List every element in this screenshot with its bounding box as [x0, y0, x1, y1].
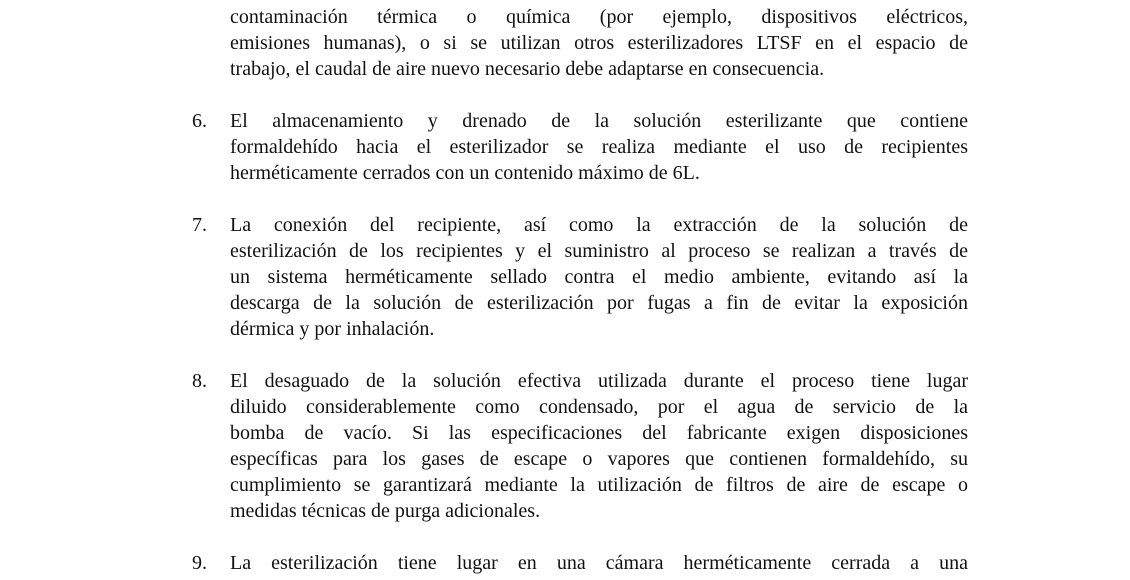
paragraph-line: un sistema herméticamente sellado contra el medio ambiente, evitando así la [230, 266, 968, 288]
paragraph-line: La conexión del recipiente, así como la extracción de la solución de [230, 214, 968, 236]
paragraph-line: dérmica y por inhalación. [230, 318, 435, 340]
list-number: 6. [192, 110, 207, 132]
list-number: 7. [192, 214, 207, 236]
paragraph-line: cumplimiento se garantizará mediante la utilización de filtros de aire de escape o [230, 474, 968, 496]
paragraph-line: La esterilización tiene lugar en una cámara herméticamente cerrada a una [230, 552, 968, 574]
paragraph-line: descarga de la solución de esterilización por fugas a fin de evitar la exposición [230, 292, 968, 314]
paragraph-line: formaldehído hacia el esterilizador se realiza mediante el uso de recipientes [230, 136, 968, 158]
paragraph-line: bomba de vacío. Si las especificaciones del fabricante exigen disposiciones [230, 422, 968, 444]
paragraph-line: diluido considerablemente como condensado, por el agua de servicio de la [230, 396, 968, 418]
paragraph-line: El almacenamiento y drenado de la solución esterilizante que contiene [230, 110, 968, 132]
paragraph-line: específicas para los gases de escape o vapores que contienen formaldehído, su [230, 448, 968, 470]
list-number: 8. [192, 370, 207, 392]
list-number: 9. [192, 552, 207, 574]
paragraph-line: medidas técnicas de purga adicionales. [230, 500, 541, 522]
paragraph-line: emisiones humanas), o si se utilizan otros esterilizadores LTSF en el espacio de [230, 32, 968, 54]
paragraph-line: contaminación térmica o química (por ejemplo, dispositivos eléctricos, [230, 6, 968, 28]
paragraph-line: El desaguado de la solución efectiva utilizada durante el proceso tiene lugar [230, 370, 968, 392]
paragraph-line: trabajo, el caudal de aire nuevo necesario debe adaptarse en consecuencia. [230, 58, 825, 80]
paragraph-line: esterilización de los recipientes y el suministro al proceso se realizan a través de [230, 240, 968, 262]
paragraph-line: herméticamente cerrados con un contenido máximo de 6L. [230, 162, 700, 184]
